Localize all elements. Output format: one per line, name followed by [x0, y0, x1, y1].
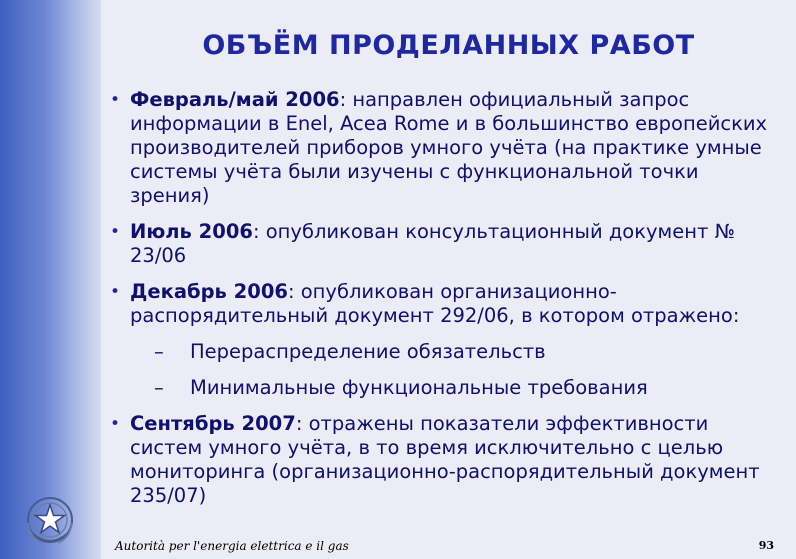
bullet-item-jul-2006 — [110, 220, 780, 268]
bullet-date: Февраль/май 2006 — [130, 88, 340, 111]
bullet-item-feb-may-2006 — [110, 88, 780, 208]
dash-icon: – — [154, 340, 164, 363]
bullet-icon: • — [110, 90, 121, 110]
dash-icon: – — [154, 376, 164, 399]
bullet-date: Декабрь 2006 — [130, 280, 288, 303]
bullet-item-sep-2007 — [110, 412, 780, 508]
slide-body — [110, 88, 780, 520]
slide-title: ОБЪЁМ ПРОДЕЛАННЫХ РАБОТ — [202, 30, 695, 61]
bullet-text: : отражены показатели эффективности систем умного учёта, в то время исключительно с целью мониторинга (организационно-распорядительный документ 235/07) — [130, 412, 760, 507]
bullet-icon: • — [110, 414, 121, 434]
bullet-text: : опубликован консультационный документ № 23/06 — [130, 220, 735, 267]
bullet-date: Июль 2006 — [130, 220, 253, 243]
footer-authority-name: Autorità per l'energia elettrica e il gas — [115, 539, 349, 553]
bullet-icon: • — [110, 222, 121, 242]
bullet-item-dec-2006 — [110, 280, 780, 328]
sub-item-text: Минимальные функциональные требования — [190, 376, 648, 399]
sub-item-requirements — [140, 376, 780, 400]
left-gradient-sidebar — [0, 0, 101, 559]
bullet-text: : опубликован организационно-распорядительный документ 292/06, в котором отражено: — [130, 280, 740, 327]
page-number: 93 — [758, 539, 774, 552]
bullet-date: Сентябрь 2007 — [130, 412, 296, 435]
italian-republic-emblem-icon — [22, 493, 78, 551]
bullet-text: : направлен официальный запрос информации в Enel, Acea Rome и в большинство европейских производителей приборов умного учёта (на практике умные системы учёта были изучены с функциональной точки зрения) — [130, 88, 768, 207]
bullet-icon: • — [110, 282, 121, 302]
sub-item-obligations — [140, 340, 780, 364]
sub-item-text: Перераспределение обязательств — [190, 340, 546, 363]
